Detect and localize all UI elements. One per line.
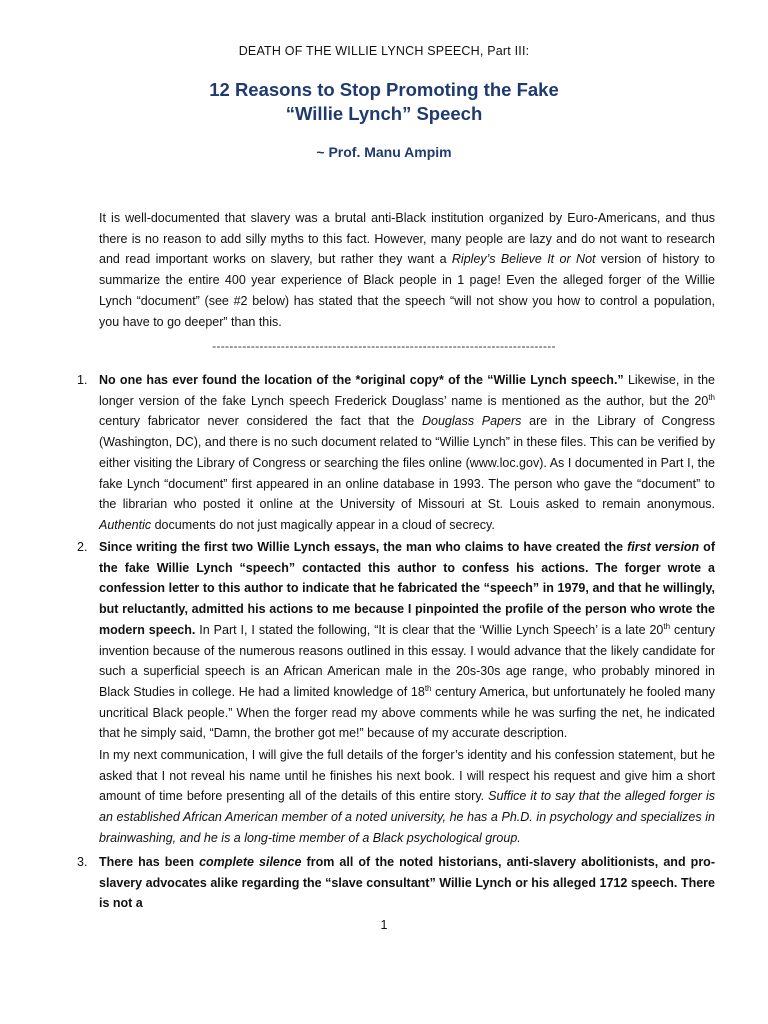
list-number: 1. [77, 373, 88, 387]
item-text: Likewise, in the longer version of the fake Lynch speech Frederick Douglass’ name is mentioned as the author, but the 20 [99, 373, 716, 408]
item-italic: Douglass Papers [421, 414, 522, 429]
list-item-2-continuation [99, 745, 715, 849]
item-lead: No one has ever found the location of the *original copy* of the “Willie Lynch speech.” [99, 373, 624, 387]
item-lead: There has been [99, 855, 200, 869]
series-heading: DEATH OF THE WILLIE LYNCH SPEECH, Part III: [238, 44, 530, 58]
item-text: century America, but unfortunately he fooled many uncritical Black people.” When the forger read my above comments while he was surfing the net, he indicated that he simply said, “Damn, the brother got me!” because of my accurate description. [99, 684, 715, 741]
author-byline: ~ Prof. Manu Ampim [316, 144, 452, 160]
item-lead-italic: complete silence [199, 855, 302, 869]
item-lead-italic: first version [627, 540, 700, 554]
list-item-2 [77, 537, 715, 744]
item-text: In my next communication, I will give the full details of the forger’s identity and his confession statement, but he asked that I not reveal his name until he finishes his next book. I will respect his request and give him a short amount of time before presenting all of the details of this entire story. [99, 748, 715, 804]
title-line-1: 12 Reasons to Stop Promoting the Fake [209, 79, 559, 100]
intro-paragraph [99, 208, 715, 332]
superscript: th [708, 392, 715, 402]
item-text: are in the Library of Congress (Washington, DC), and there is no such document related to “Willie Lynch” in these files. This can be verified by either visiting the Library of Congress or searching the files online (www.loc.gov). As I documented in Part I, the fake Lynch “document” first appeared in an online database in 1993. The person who gave the “document” to the librarian who posted it online at the University of Missouri at St. Louis asked to remain anonymous. [99, 414, 715, 512]
item-italic: Suffice it to say that the alleged forger is an established African American member of a noted university, he has a Ph.D. in psychology and specializes in brainwashing, and he is a long-time member of a Black psychological group. [99, 789, 715, 845]
item-lead: Since writing the first two Willie Lynch essays, the man who claims to have created the [99, 540, 628, 554]
item-text: documents do not just magically appear in a cloud of secrecy. [151, 517, 495, 532]
intro-text: It is well-documented that slavery was a brutal anti-Black institution organized by Euro-Americans, and thus there is no reason to add silly myths to this fact. However, many people are lazy and do not want to research and read important works on slavery, but rather they want a [99, 211, 715, 267]
list-number: 3. [77, 855, 88, 869]
item-text: In Part I, I stated the following, “It is clear that the ‘Willie Lynch Speech’ is a late 20 [195, 622, 664, 637]
item-text: century invention because of the numerous reasons outlined in this essay. I would advance that the likely candidate for such a superficial speech is an African American male in the 20s-30s age range, who probably minored in Black Studies in college. He had a limited knowledge of 18 [99, 622, 715, 699]
item-lead: from all of the noted historians, anti-slavery abolitionists, and pro-slavery advocates alike regarding the “slave consultant” Willie Lynch or his alleged 1712 speech. There is not a [99, 855, 715, 911]
page-number: 1 [380, 918, 388, 932]
intro-text-end: version of history to summarize the entire 400 year experience of Black people in 1 page! Even the alleged forger of the Willie Lynch “document” (see #2 below) has stated that the speech “will not show you how to control a population, you have to go deeper” than this. [99, 252, 715, 329]
document-title [0, 78, 768, 126]
intro-italic: Ripley’s Believe It or Not [451, 252, 596, 267]
item-lead: of the fake Willie Lynch “speech” contacted this author to confess his actions. The forger wrote a confession letter to this author to indicate that he fabricated the “speech” in 1979, and that he willingly, but reluctantly, admitted his actions to me because I pinpointed the profile of the person who wrote the modern speech. [99, 540, 715, 637]
list-item-1 [77, 370, 716, 536]
superscript: th [663, 621, 671, 631]
item-italic: Authentic [99, 517, 152, 532]
item-text: century fabricator never considered the fact that the [99, 414, 422, 429]
section-separator: -------------------------------------------------------------------------------- [212, 339, 556, 353]
list-item-3 [77, 852, 715, 914]
superscript: th [424, 683, 432, 693]
list-number: 2. [77, 540, 88, 554]
title-line-2: “Willie Lynch” Speech [285, 103, 483, 124]
